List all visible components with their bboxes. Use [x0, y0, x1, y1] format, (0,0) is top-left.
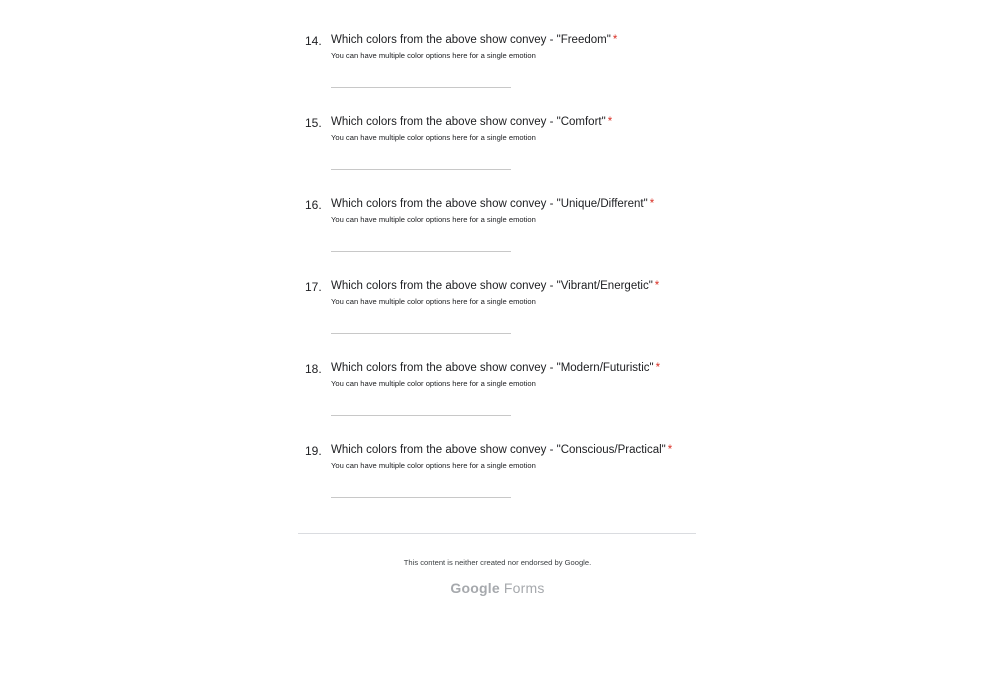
- question-body: [331, 443, 672, 498]
- required-asterisk: *: [654, 280, 660, 292]
- question-item: [305, 197, 700, 279]
- question-title: [331, 443, 672, 458]
- question-item: [305, 279, 700, 361]
- question-item: [305, 443, 700, 525]
- question-title-text: Which colors from the above show convey - "Comfort": [331, 116, 606, 128]
- answer-input[interactable]: [331, 159, 511, 170]
- question-list: [305, 33, 700, 525]
- question-title-text: Which colors from the above show convey - "Vibrant/Energetic": [331, 280, 653, 292]
- answer-input[interactable]: [331, 77, 511, 88]
- question-help-text: You can have multiple color options here for a single emotion: [331, 133, 536, 142]
- logo-forms-word: Forms: [503, 580, 545, 596]
- question-help-text: You can have multiple color options here for a single emotion: [331, 51, 536, 60]
- google-forms-logo[interactable]: [0, 580, 995, 596]
- question-item: [305, 33, 700, 115]
- answer-input[interactable]: [331, 241, 511, 252]
- question-title: [331, 197, 654, 212]
- question-body: [331, 361, 660, 416]
- question-number: 19.: [305, 444, 322, 458]
- disclaimer-text: This content is neither created nor endorsed by Google.: [403, 558, 592, 567]
- question-title: [331, 361, 660, 376]
- answer-input[interactable]: [331, 323, 511, 334]
- question-help-text: You can have multiple color options here for a single emotion: [331, 379, 536, 388]
- question-body: [331, 33, 617, 88]
- question-number: 17.: [305, 280, 322, 294]
- question-help-text: You can have multiple color options here for a single emotion: [331, 297, 536, 306]
- question-number: 18.: [305, 362, 322, 376]
- question-body: [331, 197, 654, 252]
- question-item: [305, 361, 700, 443]
- required-asterisk: *: [612, 34, 618, 46]
- question-item: [305, 115, 700, 197]
- answer-input[interactable]: [331, 405, 511, 416]
- question-title-text: Which colors from the above show convey - "Conscious/Practical": [331, 444, 666, 456]
- question-title-text: Which colors from the above show convey - "Modern/Futuristic": [331, 362, 654, 374]
- answer-input[interactable]: [331, 487, 511, 498]
- required-asterisk: *: [667, 444, 673, 456]
- question-body: [331, 279, 659, 334]
- required-asterisk: *: [655, 362, 661, 374]
- question-number: 14.: [305, 34, 322, 48]
- required-asterisk: *: [649, 198, 655, 210]
- question-title: [331, 279, 659, 294]
- question-help-text: You can have multiple color options here for a single emotion: [331, 215, 536, 224]
- question-title: [331, 115, 612, 130]
- question-title: [331, 33, 617, 48]
- question-title-text: Which colors from the above show convey - "Freedom": [331, 34, 611, 46]
- question-help-text: You can have multiple color options here for a single emotion: [331, 461, 536, 470]
- question-body: [331, 115, 612, 170]
- question-number: 15.: [305, 116, 322, 130]
- required-asterisk: *: [607, 116, 613, 128]
- logo-google-word: Google: [450, 580, 500, 596]
- footer-divider: [298, 533, 696, 534]
- question-number: 16.: [305, 198, 322, 212]
- question-title-text: Which colors from the above show convey - "Unique/Different": [331, 198, 648, 210]
